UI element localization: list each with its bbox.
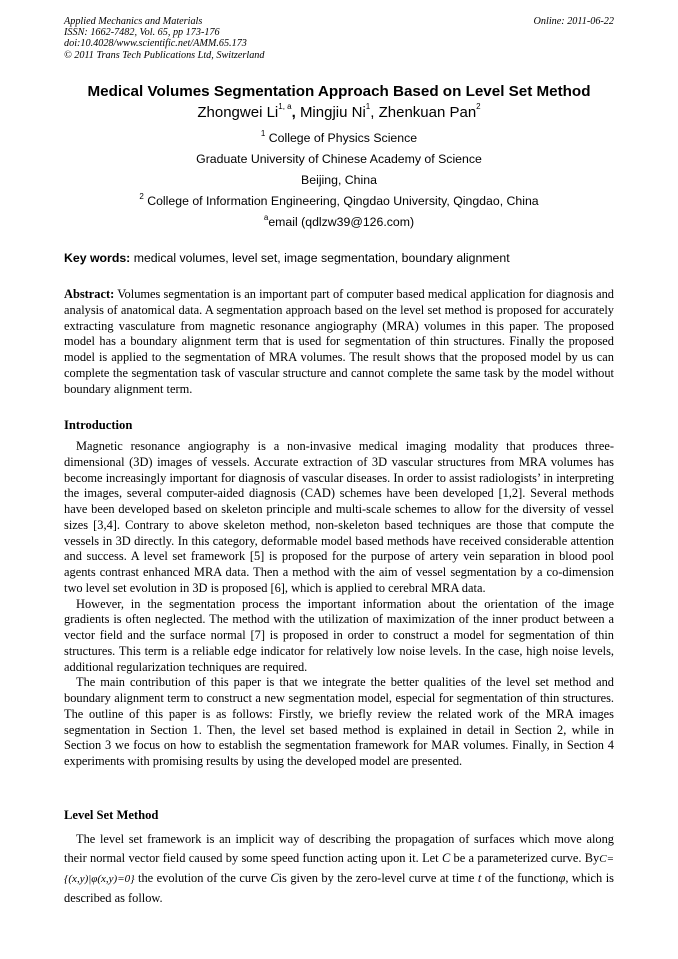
level-set-body xyxy=(64,830,614,908)
paragraph: Magnetic resonance angiography is a non-invasive medical imaging modality that produces three-dimensional (3D) images of vessels. Accurate extraction of 3D vascular structures from MRA volumes has become increasingly important for diagnosis of vascular diseases. In order to assist radiologists’ in interpreting the images, several computer-aided diagnosis (CAD) schemes have been developed [1,2]. Several methods have been developed based on skeleton principle and multi-scale schemes to allow for the diversity of vessel sizes [3,4]. Contrary to above skeleton method, non-skeleton based techniques are those that compute the vessels in 3D directly. In this category, deformable model based methods have received considerable attention and success. A level set framework [5] is proposed for the purpose of artery vein separation in blood pool agents contrast enhanced MRA data. Then a method with the aim of vessel segmentation by a co-dimension two level set evolution in 3D is proposed [6], which is applied to cerebral MRA data. xyxy=(64,439,614,595)
email-text: email (qdlzw39@126.com) xyxy=(268,215,415,229)
text: the evolution of the curve xyxy=(138,871,267,885)
text: is given by the zero-level curve at time xyxy=(278,871,475,885)
author-name: Mingjiu Ni xyxy=(299,104,366,121)
text: , which is described as follow. xyxy=(64,871,614,905)
math-phi: φ xyxy=(558,871,566,885)
affiliation-2 xyxy=(0,194,678,208)
keywords xyxy=(64,251,510,265)
abstract xyxy=(64,287,614,397)
doi: doi:10.4028/www.scientific.net/AMM.65.173 xyxy=(64,38,247,50)
author-sup: 2 xyxy=(476,102,481,111)
paragraph: The main contribution of this paper is that we integrate the better qualities of the level set method and boundary alignment term to construct a new segmentation model, especial for segmentation of thin structures. The outline of this paper is as follows: Firstly, we briefly review the related work of the MRA images segmentation in Section 1. Then, the level set based method is explained in detail in Section 2, while in Section 3 we focus on how to establish the segmentation framework for MAR volumes. Finally, in Section 4 experiments with promising results by using the developed model are presented. xyxy=(64,675,614,768)
aff-sup: 2 xyxy=(139,192,144,201)
affiliation-1-line2: Graduate University of Chinese Academy of Science xyxy=(196,152,482,166)
keywords-text: medical volumes, level set, image segmentation, boundary alignment xyxy=(133,251,510,265)
issn: ISSN: 1662-7482, Vol. 65, pp 173-176 xyxy=(64,27,220,39)
aff-sup: 1 xyxy=(260,129,266,138)
math-formula: C={(x,y)|φ(x,y)=0} xyxy=(64,853,615,885)
authors: Zhongwei Li$^{1, a}$, Mingjiu Ni$^1$, Zhenkuan Pan$^2$ xyxy=(197,102,481,121)
aff-text: College of Information Engineering, Qingdao University, Qingdao, China xyxy=(147,194,539,208)
copyright: © 2011 Trans Tech Publications Ltd, Switzerland xyxy=(64,49,265,61)
paper-title: Medical Volumes Segmentation Approach Based on Level Set Method xyxy=(87,83,591,100)
author-name: Zhenkuan Pan xyxy=(378,104,477,121)
abstract-text: Volumes segmentation is an important part of computer based medical application for diagnosis and analysis of anatomical data. A segmentation approach based on the level set method is proposed for accurately extracting vasculature from magnetic resonance angiography (MRA) volumes in this paper. The proposed model has a boundary alignment term that is used for segmentation of thin structures. Finally the proposed model is applied to the segmentation of MRA volumes. The result shows that the proposed model by us can complete the segmentation task of vascular structure and cannot complete the same task by the model without boundary alignment term. xyxy=(64,287,614,396)
section-heading-introduction: Introduction xyxy=(64,418,133,432)
affiliation-1-line3: Beijing, China xyxy=(301,173,377,187)
text: of the function xyxy=(484,871,559,885)
author-sup: 1, a xyxy=(278,102,292,111)
author-name: Zhongwei Li xyxy=(197,104,279,121)
text: be a parameterized curve. By xyxy=(453,851,600,865)
aff-sup: a xyxy=(263,213,269,222)
keywords-label: Key words: xyxy=(64,251,131,265)
journal-name: Applied Mechanics and Materials xyxy=(64,16,203,27)
author-sup: 1 xyxy=(365,102,371,111)
email xyxy=(0,215,678,229)
text: The level set framework is an implicit way of describing the propagation of surfaces which move along their normal vector field caused by some speed function acting upon it. Let xyxy=(64,832,614,865)
section-heading-level-set: Level Set Method xyxy=(64,808,159,822)
paragraph xyxy=(64,830,614,908)
introduction-body xyxy=(64,439,614,770)
online-date: Online: 2011-06-22 xyxy=(533,16,614,27)
aff-text: College of Physics Science xyxy=(268,131,418,145)
abstract-label: Abstract: xyxy=(64,287,115,301)
affiliation-1 xyxy=(0,131,678,145)
math-c: C xyxy=(270,871,279,885)
paragraph: However, in the segmentation process the important information about the orientation of the image gradients is often neglected. The method with the utilization of maximization of the inner product between a vector field and the surface normal [7] is proposed in order to construct a model for segmentation of thin structures. This term is a reliable edge indicator for relatively low noise levels. In the case, high noise levels, additional regularization techniques are required. xyxy=(64,596,614,674)
math-t: t xyxy=(477,871,482,885)
journal-header xyxy=(64,16,264,61)
math-c: C xyxy=(441,851,451,865)
